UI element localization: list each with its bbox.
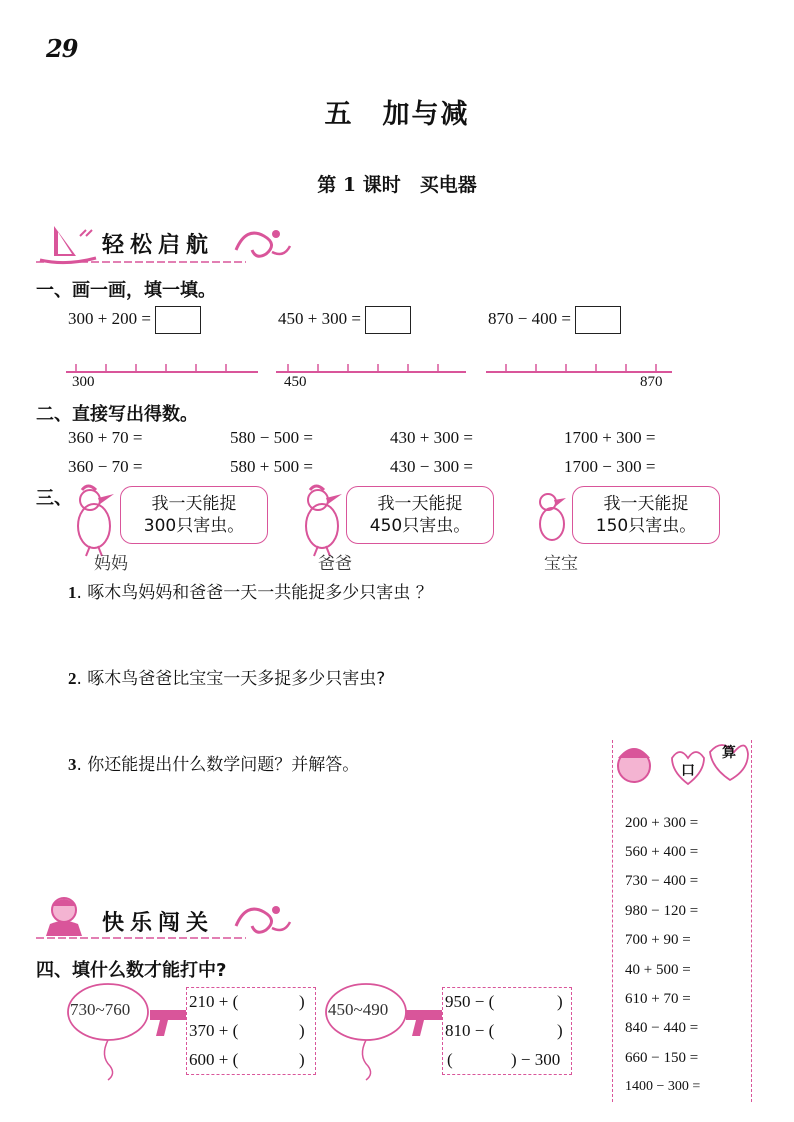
woodpecker-baby-icon: [530, 488, 574, 548]
number-line-2-start: 450: [284, 374, 307, 390]
q2-r1-c4: 1700 + 300 =: [564, 428, 656, 447]
sub-number: 1: [68, 583, 77, 602]
bubble-line-2: 150只害虫。: [595, 516, 697, 536]
bird-label-baby: 宝宝: [544, 554, 578, 574]
bubble-line-1: 我一天能捉: [603, 494, 689, 514]
q1-item-3: [488, 306, 621, 334]
woodpecker-dad-icon: [292, 482, 354, 558]
mental-math-label-2: 算: [722, 745, 736, 761]
unit-title: 五 加与减: [324, 99, 470, 130]
answer-box[interactable]: [365, 306, 411, 334]
close-paren: ): [557, 992, 563, 1011]
q2-r2-c1: 360 − 70 =: [68, 457, 143, 476]
q2-r2-c3: 430 − 300 =: [390, 457, 473, 476]
q2-r2-c4: 1700 − 300 =: [564, 457, 656, 476]
sub-text: . 你还能提出什么数学问题？并解答。: [76, 755, 360, 775]
bubble-line-1: 我一天能捉: [151, 494, 237, 514]
number-line-1-start: 300: [72, 374, 95, 390]
mental-math-item: 840 − 440 =: [625, 1020, 699, 1036]
target-2-item-3-open: (: [447, 1050, 453, 1069]
mental-math-item: 40 + 500 =: [625, 962, 691, 978]
question-4-heading: 四、填什么数才能打中?: [36, 960, 227, 981]
woodpecker-mom-icon: [64, 482, 126, 558]
target-1-item-1: 210 + (: [189, 992, 239, 1011]
close-paren: ): [557, 1021, 563, 1040]
q1-expr-2: 450 + 300 =: [278, 308, 361, 328]
sub-text: . 啄木鸟妈妈和爸爸一天一共能捉多少只害虫 ？: [76, 583, 433, 603]
banner-underline: [36, 934, 246, 942]
bird-label-dad: 爸爸: [318, 554, 352, 574]
mental-math-item: 730 − 400 =: [625, 873, 699, 889]
bubble-line-2: 300只害虫。: [143, 516, 245, 536]
gun-icon: [404, 1004, 444, 1040]
speech-bubble-dad: [346, 486, 494, 544]
question-1-heading: 一、画一画，填一填。: [36, 280, 216, 301]
q1-expr-3: 870 − 400 =: [488, 308, 571, 328]
lesson-title: 第 1 课时 买电器: [317, 174, 477, 196]
q1-expr-1: 300 + 200 =: [68, 308, 151, 328]
q1-item-1: [68, 306, 201, 334]
close-paren: ): [299, 992, 305, 1011]
target-2-item-2: 810 − (: [445, 1021, 495, 1040]
page-number: 29: [46, 34, 78, 63]
balloon-2-range: 450~490: [328, 1000, 389, 1019]
banner-underline: [36, 258, 246, 266]
target-1-item-3: 600 + (: [189, 1050, 239, 1069]
sub-number: 3: [68, 755, 77, 774]
question-2-heading: 二、直接写出得数。: [36, 404, 198, 425]
bubble-line-1: 我一天能捉: [377, 494, 463, 514]
balloon-1-range: 730~760: [70, 1000, 131, 1019]
number-lines[interactable]: [66, 360, 686, 380]
speech-bubble-mom: [120, 486, 268, 544]
q3-sub-1: [68, 578, 433, 603]
mental-math-label-1: 口: [681, 763, 695, 779]
q1-item-2: [278, 306, 411, 334]
balloon-2: [322, 982, 414, 1082]
bird-label-mom: 妈妈: [94, 554, 128, 574]
mental-math-item: 660 − 150 =: [625, 1050, 699, 1066]
sub-text: . 啄木鸟爸爸比宝宝一天多捉多少只害虫?: [76, 669, 386, 689]
mental-math-item: 700 + 90 =: [625, 932, 691, 948]
target-box-1: [186, 987, 316, 1075]
q2-r1-c3: 430 + 300 =: [390, 428, 473, 447]
answer-box[interactable]: [155, 306, 201, 334]
q3-sub-3: [68, 750, 359, 775]
gun-icon: [148, 1004, 188, 1040]
cartoon-kid-icon: [38, 894, 98, 938]
mental-math-item: 980 − 120 =: [625, 903, 699, 919]
section-banner-happy-challenge: [36, 894, 296, 938]
question-3-heading: 三、: [36, 488, 72, 509]
answer-box[interactable]: [575, 306, 621, 334]
banner-title: 轻松启航: [102, 233, 215, 258]
section-banner-easy-start: [36, 222, 296, 266]
target-2-item-1: 950 − (: [445, 992, 495, 1011]
q2-r1-c1: 360 + 70 =: [68, 428, 143, 447]
mental-math-panel: [612, 740, 752, 1102]
number-line-3-end: 870: [640, 374, 663, 390]
mental-math-item: 1400 − 300 =: [625, 1079, 701, 1094]
target-box-2: [442, 987, 572, 1075]
mental-math-item: 610 + 70 =: [625, 991, 691, 1007]
q2-r2-c2: 580 + 500 =: [230, 457, 313, 476]
close-paren: ): [299, 1021, 305, 1040]
mental-math-item: 200 + 300 =: [625, 815, 699, 831]
close-paren: ): [299, 1050, 305, 1069]
swirl-ornament-icon: [226, 222, 296, 262]
sub-number: 2: [68, 669, 77, 688]
target-1-item-2: 370 + (: [189, 1021, 239, 1040]
q3-sub-2: [68, 664, 385, 689]
banner-title: 快乐闯关: [102, 911, 215, 936]
q2-r1-c2: 580 − 500 =: [230, 428, 313, 447]
bubble-line-2: 450只害虫。: [369, 516, 471, 536]
swirl-ornament-icon: [226, 898, 296, 938]
mental-math-item: 560 + 400 =: [625, 844, 699, 860]
balloon-1: [64, 982, 156, 1082]
target-2-item-3-tail: ) − 300: [511, 1050, 561, 1069]
speech-bubble-baby: [572, 486, 720, 544]
